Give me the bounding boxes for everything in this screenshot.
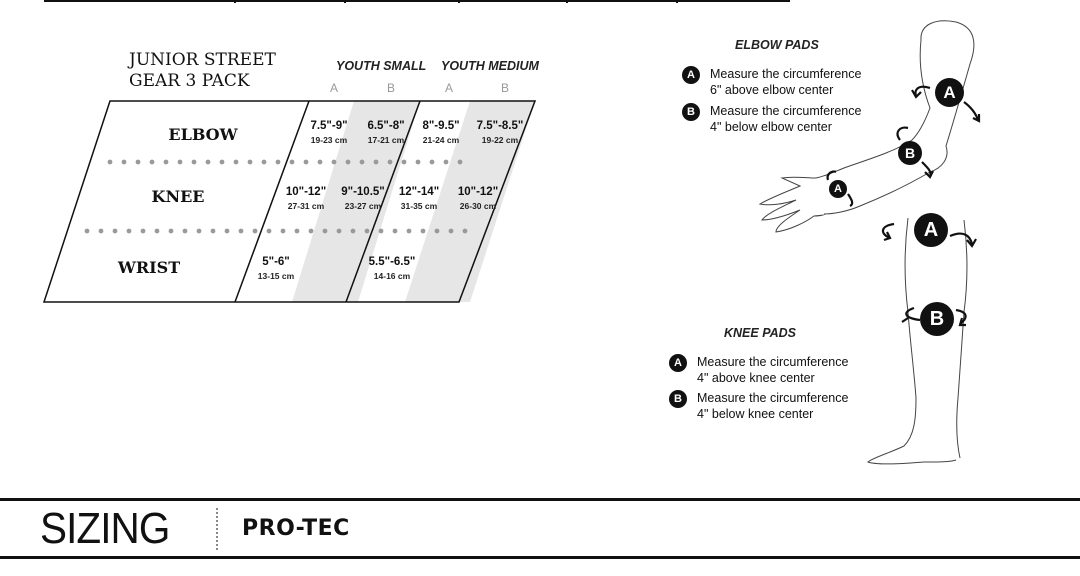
chart-title-line-2: GEAR 3 PACK: [129, 71, 250, 91]
leg-outline: [868, 218, 967, 464]
cell-cm: 26-30 cm: [459, 201, 497, 211]
instruction-text: [710, 66, 861, 98]
cell-inches: 6.5"-8": [367, 120, 405, 132]
brand-logo: PRO-TEC: [242, 516, 350, 541]
instruction-line-2: 4" below knee center: [697, 407, 814, 421]
cell-inches: 9"-10.5": [341, 186, 385, 198]
cell-inches: 5"-6": [262, 256, 290, 268]
knee-marker-a-icon: A: [914, 213, 948, 247]
row-label-wrist: WRIST: [117, 258, 181, 277]
instruction-line-1: Measure the circumference: [710, 104, 862, 118]
cell-inches: 10"-12": [457, 186, 499, 198]
elbow-instruction-a: [682, 66, 861, 98]
subcol-small-a: A: [330, 81, 339, 95]
instruction-line-1: Measure the circumference: [697, 391, 849, 405]
chart-title-line-1: JUNIOR STREET: [129, 50, 276, 70]
cell-inches: 10"-12": [285, 186, 327, 198]
row-label-elbow: ELBOW: [168, 125, 238, 144]
footer-bottom-rule: [0, 556, 1080, 559]
row-label-knee: KNEE: [151, 187, 205, 206]
cell-cm: 21-24 cm: [422, 135, 460, 145]
elbow-instruction-b: [682, 103, 861, 135]
cell-inches: 8"-9.5": [422, 120, 460, 132]
instruction-line-2: 4" below elbow center: [710, 120, 832, 134]
cell-cm: 19-22 cm: [481, 135, 519, 145]
elbow-marker-a-icon: A: [935, 78, 964, 107]
knee-pads-title: KNEE PADS: [724, 326, 797, 340]
elbow-marker-b-icon: B: [898, 141, 922, 165]
subcol-medium-a: A: [445, 81, 454, 95]
knee-marker-b-icon: B: [920, 302, 954, 336]
cell-inches: 12"-14": [398, 186, 440, 198]
cell-cm: 19-23 cm: [310, 135, 348, 145]
subcol-medium-b: B: [501, 81, 510, 95]
instruction-line-1: Measure the circumference: [697, 355, 849, 369]
instruction-line-1: Measure the circumference: [710, 67, 862, 81]
wrist-marker-a-icon: A: [829, 180, 847, 198]
cell-cm: 27-31 cm: [287, 201, 325, 211]
instruction-line-2: 6" above elbow center: [710, 83, 834, 97]
instruction-text: [697, 354, 848, 386]
column-header-youth-medium: YOUTH MEDIUM: [441, 59, 539, 73]
instruction-text: [710, 103, 861, 135]
instruction-line-2: 4" above knee center: [697, 371, 815, 385]
subcol-small-b: B: [387, 81, 396, 95]
cell-inches: 7.5"-8.5": [476, 120, 524, 132]
badge-b-icon: B: [682, 103, 700, 121]
badge-b-icon: B: [669, 390, 687, 408]
badge-a-icon: A: [682, 66, 700, 84]
knee-instruction-a: [669, 354, 848, 386]
footer-top-rule: [0, 498, 1080, 501]
cell-cm: 23-27 cm: [344, 201, 382, 211]
cell-inches: 5.5"-6.5": [368, 256, 416, 268]
footer-separator: [216, 508, 218, 550]
cell-inches: 7.5"-9": [310, 120, 348, 132]
knee-instruction-b: [669, 390, 848, 422]
cell-cm: 31-35 cm: [400, 201, 438, 211]
column-header-youth-small: YOUTH SMALL: [336, 59, 427, 73]
badge-a-icon: A: [669, 354, 687, 372]
sizing-heading: SIZING: [40, 504, 170, 553]
cell-cm: 17-21 cm: [367, 135, 405, 145]
cell-cm: 13-15 cm: [257, 271, 295, 281]
elbow-pads-title: ELBOW PADS: [735, 38, 819, 52]
cell-cm: 14-16 cm: [373, 271, 411, 281]
instruction-text: [697, 390, 848, 422]
